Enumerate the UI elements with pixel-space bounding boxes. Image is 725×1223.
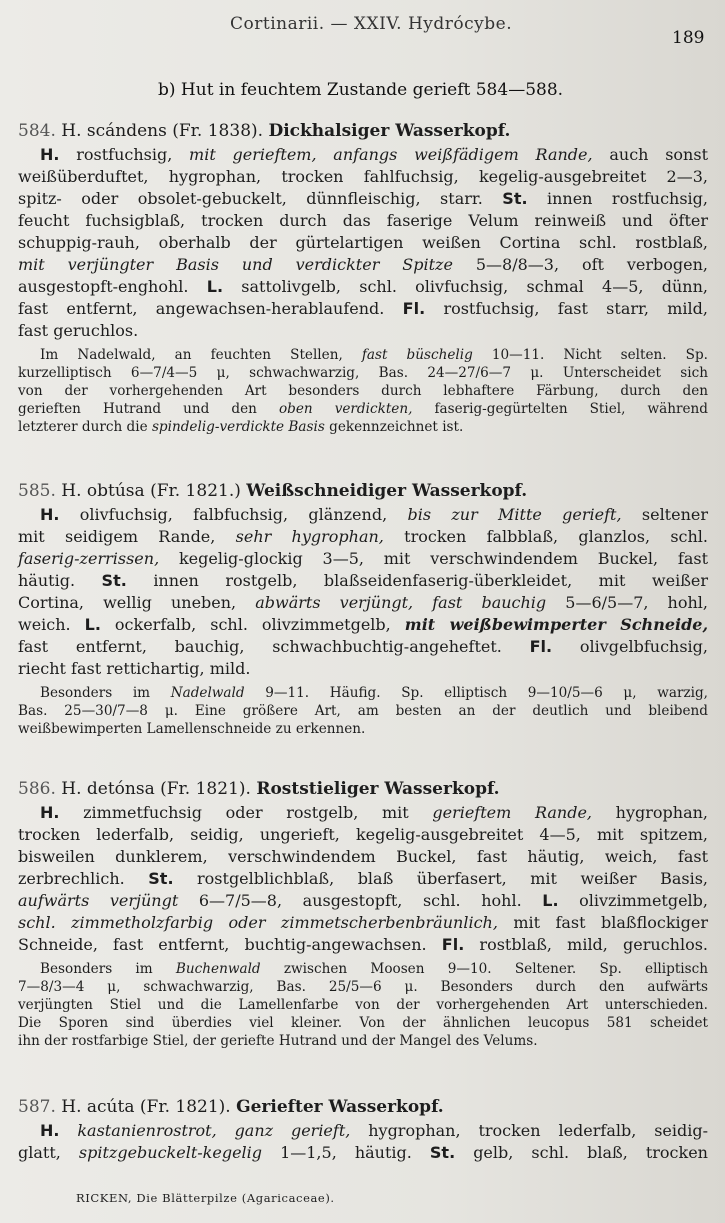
note-line	[18, 684, 708, 702]
text-run: olivzimmetgelb,	[558, 891, 709, 910]
text-run: innen rostgelb, blaßseidenfaserig-überkleidet, mit weißer	[126, 571, 708, 590]
text-run: häutig.	[18, 571, 102, 590]
text-run: 7—8/3—4 μ, schwachwarzig, Bas. 25/5—6 μ. Besonders durch den aufwärts	[18, 979, 708, 995]
text-run: hygrophan, trocken lederfalb, seidig-	[350, 1121, 708, 1140]
text-run: Besonders im	[40, 685, 171, 701]
description	[18, 144, 708, 342]
text-run: kastanienrostrot, ganz gerieft,	[77, 1121, 351, 1140]
text-run: sehr hygrophan,	[235, 527, 384, 546]
text-run: mit seidigem Rande,	[18, 527, 236, 546]
text-run: L.	[206, 277, 224, 296]
page-header	[0, 10, 725, 48]
text-run: 5—6/5—7, hohl,	[546, 593, 708, 612]
text-run: innen rostfuchsig,	[527, 189, 708, 208]
text-run: oben verdickten,	[278, 401, 413, 417]
text-run: hygrophan,	[592, 803, 708, 822]
note-line	[18, 1014, 708, 1032]
description	[18, 1120, 708, 1164]
species-entry-584	[18, 118, 708, 436]
common-name: Roststieliger Wasserkopf.	[256, 779, 500, 799]
text-run: Bas. 25—30/7—8 μ. Eine größere Art, am besten an der deutlich und bleibend	[18, 703, 708, 719]
text-run: fast büschelig	[361, 347, 473, 363]
text-run: kegelig-glockig 3—5, mit verschwindendem Buckel, fast	[159, 549, 708, 568]
note-line	[18, 364, 708, 382]
text-run: Besonders im	[40, 961, 176, 977]
text-run: mit fast blaßflockiger	[497, 913, 709, 932]
text-run: bisweilen dunklerem, verschwindendem Buckel, fast häutig, weich, fast	[18, 847, 708, 866]
description-line	[18, 504, 708, 526]
text-run: gerieften Hutrand und den	[18, 401, 279, 417]
description	[18, 802, 708, 956]
species-name: H. detónsa	[61, 779, 155, 799]
description-line	[18, 210, 708, 232]
text-run: weich.	[18, 615, 85, 634]
text-run: Nadelwald	[170, 685, 245, 701]
text-run: zwischen Moosen 9—10. Seltener. Sp. elliptisch	[260, 961, 708, 977]
note-line	[18, 382, 708, 400]
description-line	[18, 890, 708, 912]
text-run: trocken lederfalb, seidig, ungerieft, kegelig-ausgebreitet 4—5, mit spitzem,	[18, 825, 708, 844]
entry-number: 584.	[18, 121, 56, 141]
description-line	[18, 232, 708, 254]
text-run: rostblaß, mild, geruchlos.	[464, 935, 709, 954]
note-line	[18, 346, 708, 364]
notes	[18, 960, 708, 1050]
text-run: 10—11. Nicht selten. Sp.	[472, 347, 709, 363]
text-run: schuppig-rauh, oberhalb der gürtelartigen weißen Cortina schl. rostblaß,	[18, 233, 708, 252]
text-run: abwärts verjüngt, fast bauchig	[255, 593, 547, 612]
text-run: verjüngten Stiel und die Lamellenfarbe von der vorhergehenden Art unterschieden.	[18, 997, 708, 1013]
text-run: mit gerieftem, anfangs weißfädigem Rande,	[189, 145, 593, 164]
description-line	[18, 802, 708, 824]
description-line	[18, 1120, 708, 1142]
species-author: (Fr. 1821.)	[150, 481, 241, 501]
text-run: L.	[542, 891, 559, 910]
text-run: 1—1,5, häutig.	[262, 1143, 430, 1162]
text-run: ockerfalb, schl. olivzimmetgelb,	[100, 615, 405, 634]
description	[18, 504, 708, 680]
description-line	[18, 570, 708, 592]
text-run: Schneide, fast entfernt, buchtig-angewachsen.	[18, 935, 442, 954]
text-run: olivfuchsig, falbfuchsig, glänzend,	[59, 505, 408, 524]
text-run: H.	[40, 1121, 60, 1140]
text-run: sattolivgelb, schl. olivfuchsig, schmal 4—5, dünn,	[223, 277, 708, 296]
text-run: ihn der rostfarbige Stiel, der geriefte Hutrand und der Mangel des Velums.	[18, 1033, 538, 1049]
text-run: Fl.	[529, 637, 553, 656]
text-run: mit weißbewimperter Schneide,	[404, 615, 709, 634]
page-footer: RICKEN, Die Blätterpilze (Agaricaceae).	[76, 1191, 335, 1205]
description-line	[18, 846, 708, 868]
species-entry-585	[18, 478, 708, 738]
text-run: Buchenwald	[175, 961, 261, 977]
notes	[18, 684, 708, 738]
description-line	[18, 592, 708, 614]
entry-number: 587.	[18, 1097, 56, 1117]
text-run: rostfuchsig,	[59, 145, 190, 164]
entry-title	[18, 1094, 708, 1120]
description-line	[18, 912, 708, 934]
description-line	[18, 614, 708, 636]
text-run: fast entfernt, bauchig, schwachbuchtig-angeheftet.	[18, 637, 530, 656]
text-run: St.	[148, 869, 174, 888]
text-run: spitzgebuckelt-kegelig	[78, 1143, 263, 1162]
text-run: rostfuchsig, fast starr, mild,	[425, 299, 708, 318]
text-run: zimmetfuchsig oder rostgelb, mit	[59, 803, 433, 822]
description-line	[18, 636, 708, 658]
text-run: ausgestopft-enghohl.	[18, 277, 207, 296]
text-run	[59, 1121, 77, 1140]
text-run: letzterer durch die	[18, 419, 152, 435]
text-run: L.	[84, 615, 101, 634]
description-line	[18, 276, 708, 298]
entry-title	[18, 118, 708, 144]
description-line	[18, 868, 708, 890]
species-entry-587	[18, 1094, 708, 1164]
entry-title	[18, 478, 708, 504]
species-author: (Fr. 1821).	[139, 1097, 231, 1117]
text-run: glatt,	[18, 1143, 79, 1162]
description-line	[18, 254, 708, 276]
species-name: H. acúta	[61, 1097, 135, 1117]
text-run: riecht fast rettichartig, mild.	[18, 659, 251, 678]
note-line	[18, 400, 708, 418]
text-run: olivgelbfuchsig,	[552, 637, 709, 656]
species-author: (Fr. 1838).	[172, 121, 264, 141]
description-line	[18, 1142, 708, 1164]
text-run: St.	[429, 1143, 456, 1162]
text-run: Cortina, wellig uneben,	[18, 593, 256, 612]
description-line	[18, 188, 708, 210]
text-run: von der vorhergehenden Art besonders durch lebhaftere Färbung, durch den	[18, 383, 708, 399]
text-run: H.	[40, 145, 60, 164]
running-head: Cortinarii. — XXIV. Hydrócybe.	[230, 14, 513, 34]
text-run: Fl.	[441, 935, 465, 954]
text-run: weißüberduftet, hygrophan, trocken fahlfuchsig, kegelig-ausgebreitet 2—3,	[18, 167, 708, 186]
subsection-heading: b) Hut in feuchtem Zustande gerieft 584—588.	[158, 80, 564, 100]
note-line	[18, 418, 708, 436]
common-name: Geriefter Wasserkopf.	[236, 1097, 444, 1117]
common-name: Dickhalsiger Wasserkopf.	[268, 121, 511, 141]
species-name: H. obtúsa	[61, 481, 145, 501]
text-run: fast entfernt, angewachsen-herablaufend.	[18, 299, 403, 318]
text-run: gelb, schl. blaß, trocken	[455, 1143, 708, 1162]
common-name: Weißschneidiger Wasserkopf.	[246, 481, 528, 501]
text-run: St.	[101, 571, 127, 590]
text-run: trocken falbblaß, glanzlos, schl.	[383, 527, 708, 546]
note-line	[18, 702, 708, 720]
text-run: seltener	[621, 505, 709, 524]
page-number: 189	[672, 28, 705, 48]
text-run: 9—11. Häufig. Sp. elliptisch 9—10/5—6 μ, warzig,	[244, 685, 708, 701]
text-run: zerbrechlich.	[18, 869, 149, 888]
text-run: 5—8/8—3, oft verbogen,	[452, 255, 709, 274]
entry-title	[18, 776, 708, 802]
text-run: H.	[40, 505, 60, 524]
text-run: spindelig-verdickte Basis	[151, 419, 325, 435]
note-line	[18, 720, 708, 738]
text-run: faserig-gegürtelten Stiel, während	[412, 401, 708, 417]
text-run: aufwärts verjüngt	[18, 891, 179, 910]
notes	[18, 346, 708, 436]
description-line	[18, 526, 708, 548]
note-line	[18, 1032, 708, 1050]
text-run: bis zur Mitte gerieft,	[407, 505, 622, 524]
text-run: gekennzeichnet ist.	[324, 419, 464, 435]
text-run: H.	[40, 803, 60, 822]
text-run: kurzelliptisch 6—7/4—5 μ, schwachwarzig, Bas. 24—27/6—7 μ. Unterscheidet sich	[18, 365, 708, 381]
text-run: faserig-zerrissen,	[18, 549, 160, 568]
species-entry-586	[18, 776, 708, 1050]
entry-number: 585.	[18, 481, 56, 501]
note-line	[18, 960, 708, 978]
text-run: spitz- oder obsolet-gebuckelt, dünnfleischig, starr.	[18, 189, 503, 208]
text-run: Die Sporen sind überdies viel kleiner. Von der ähnlichen leucopus 581 scheidet	[18, 1015, 708, 1031]
entry-number: 586.	[18, 779, 56, 799]
species-author: (Fr. 1821).	[160, 779, 251, 799]
description-line	[18, 144, 708, 166]
text-run: 6—7/5—8, ausgestopft, schl. hohl.	[178, 891, 543, 910]
description-line	[18, 166, 708, 188]
description-line	[18, 658, 708, 680]
description-line	[18, 824, 708, 846]
note-line	[18, 978, 708, 996]
description-line	[18, 298, 708, 320]
text-run: schl. zimmetholzfarbig oder zimmetscherbenbräunlich,	[18, 913, 498, 932]
text-run: fast geruchlos.	[18, 321, 139, 340]
description-line	[18, 934, 708, 956]
text-run: weißbewimperten Lamellenschneide zu erkennen.	[18, 721, 366, 737]
text-run: Fl.	[402, 299, 426, 318]
text-run: Im Nadelwald, an feuchten Stellen,	[40, 347, 362, 363]
text-run: auch sonst	[592, 145, 708, 164]
note-line	[18, 996, 708, 1014]
text-run: mit verjüngter Basis und verdickter Spitze	[18, 255, 453, 274]
description-line	[18, 320, 708, 342]
text-run: feucht fuchsigblaß, trocken durch das faserige Velum reinweiß und öfter	[18, 211, 708, 230]
text-run: St.	[502, 189, 528, 208]
description-line	[18, 548, 708, 570]
species-name: H. scándens	[61, 121, 167, 141]
text-run: rostgelblichblaß, blaß überfasert, mit weißer Basis,	[173, 869, 708, 888]
text-run: gerieftem Rande,	[432, 803, 592, 822]
